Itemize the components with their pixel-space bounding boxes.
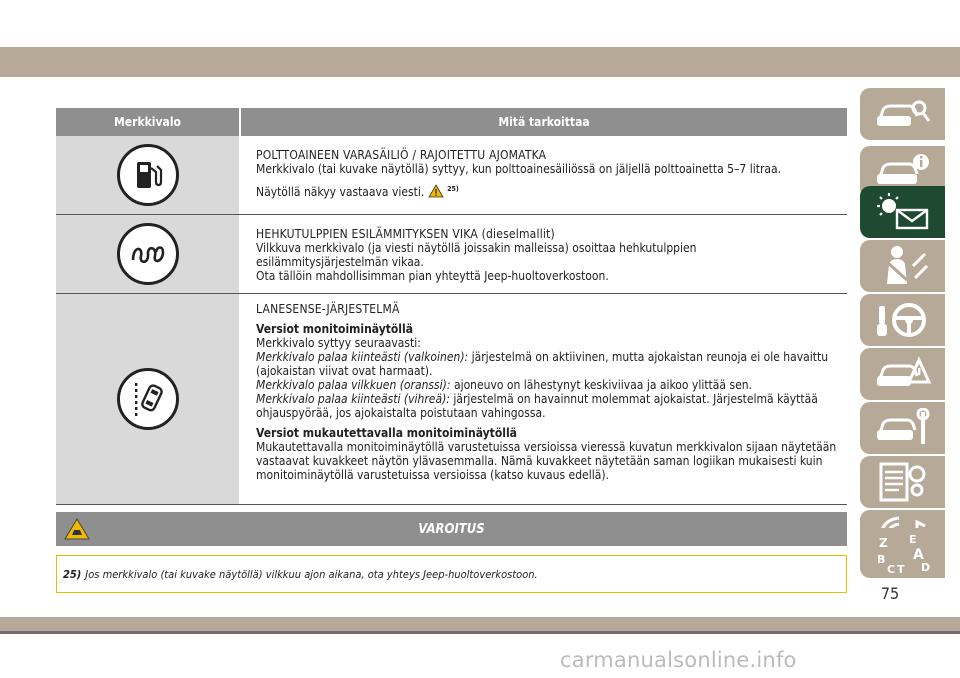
svg-text:Z: Z [878,536,888,550]
steering-wheel-icon [873,298,933,342]
row-text: Vilkkuva merkkivalo (ja viesti näytöllä joissakin malleissa) osoittaa hehkutulppien [256,241,697,255]
state-text: järjestelmä on aktiivinen, mutta ajokaistan reunoja ei ole havaittu (ajokaistan viivat ovat harmaat). [256,350,829,378]
svg-text:T: T [896,563,905,575]
state-text: ajoneuvo on lähestynyt keskiviivaa ja aikoo ylittää sen. [450,378,752,392]
row-text [256,378,847,392]
row-text [256,350,847,378]
meaning-cell [239,136,847,214]
section-subtitle: Versiot monitoiminäytöllä [256,322,413,336]
header-warning-light: Merkkivalo [114,115,181,129]
section-subtitle: Versiot mukautettavalla monitoiminäytöllä [256,426,517,440]
watermark: carmanualsonline.info [560,648,797,672]
row-text [256,392,847,420]
header-meaning: Mitä tarkoittaa [239,108,847,136]
warning-triangle-icon [428,184,444,198]
svg-text:B: B [876,553,885,566]
table-row [56,215,847,294]
tab-maintenance[interactable] [860,402,945,454]
meaning-cell [239,294,847,504]
state-label: Merkkivalo palaa kiinteästi (vihreä): [256,392,450,406]
warning-header [56,512,847,546]
state-text: järjestelmä on havainnut molemmat ajokaistat. Järjestelmä käyttää ohjauspyörää, jos ajokaistalta poistutaan vahingossa. [256,392,818,420]
warning-text: Jos merkkivalo (tai kuvake näytöllä) vilkkuu ajon aikana, ota yhteys Jeep-huoltoverkostoon. [85,567,538,581]
fuel-pump-icon [117,144,179,206]
row-title: HEHKUTULPPIEN ESILÄMMITYKSEN VIKA (dieselmallit) [256,227,555,241]
warning-car-icon [64,518,90,540]
row-text: esilämmitysjärjestelmän vikaa. [256,255,424,269]
svg-text:A: A [912,547,924,563]
tab-car-search[interactable] [860,88,945,140]
icon-cell [56,294,239,504]
page-number: 75 [880,584,900,603]
meaning-cell [239,215,847,293]
row-text: Merkkivalo (tai kuvake näytöllä) syttyy, kun polttoainesäiliössä on jäljellä polttoainetta 5–7 litraa. [256,162,782,176]
bottom-band [0,617,960,631]
row-text: Mukautettavalla monitoiminäytöllä varustetuissa versioissa vieressä kuvatun merkkivalon sijaan näytetään vastaavat kuvakkeet näytön ylävasemmalla. Nämä kuvakkeet näytetään saman logiikan mukaisesti kuin monitoiminäytöllä varustetuissa versioissa (katso kuvaus edellä). [256,440,837,482]
state-label: Merkkivalo palaa kiinteästi (valkoinen): [256,350,469,364]
row-text: Merkkivalo syttyy seuraavasti: [256,336,421,350]
table-row [56,136,847,215]
row-text-message: Näytöllä näkyy vastaava viesti. [256,185,425,199]
row-text: Ota tällöin mahdollisimman pian yhteyttä Jeep-huoltoverkostoon. [256,269,609,283]
car-search-icon [873,94,933,134]
spec-sheet-icon [873,460,933,504]
glow-plug-icon [117,223,179,285]
svg-text:C: C [886,563,895,575]
tab-specifications[interactable] [860,456,945,508]
tab-driving[interactable] [860,294,945,346]
table-header [56,108,847,136]
warning-title: VAROITUS [418,521,485,537]
lanesense-icon [117,368,179,430]
row-text [256,182,847,199]
tab-safety[interactable] [860,240,945,292]
warning-light-table [56,108,847,505]
table-row [56,294,847,505]
state-label: Merkkivalo palaa vilkkuen (oranssi): [256,378,451,392]
car-tools-icon [873,408,933,448]
row-title: LANESENSE-JÄRJESTELMÄ [256,302,400,316]
car-hazard-icon [873,354,933,394]
svg-text:D: D [920,561,930,574]
row-title: POLTTOAINEEN VARASÄILIÖ / RAJOITETTU AJOMATKA [256,148,547,162]
tab-emergency[interactable] [860,348,945,400]
bottom-band-line [0,631,960,634]
reference-mark: 25) [447,185,459,193]
warning-number: 25) [63,567,82,581]
top-band [0,47,960,77]
index-az-icon [873,531,933,575]
icon-cell [56,136,239,214]
icon-cell [56,215,239,293]
warning-box [56,555,847,593]
person-seatbelt-icon [873,244,933,288]
tab-warning-lights[interactable] [860,186,945,238]
tab-index[interactable] [860,528,945,578]
svg-text:E: E [908,533,917,546]
warning-light-message-icon [871,192,935,232]
